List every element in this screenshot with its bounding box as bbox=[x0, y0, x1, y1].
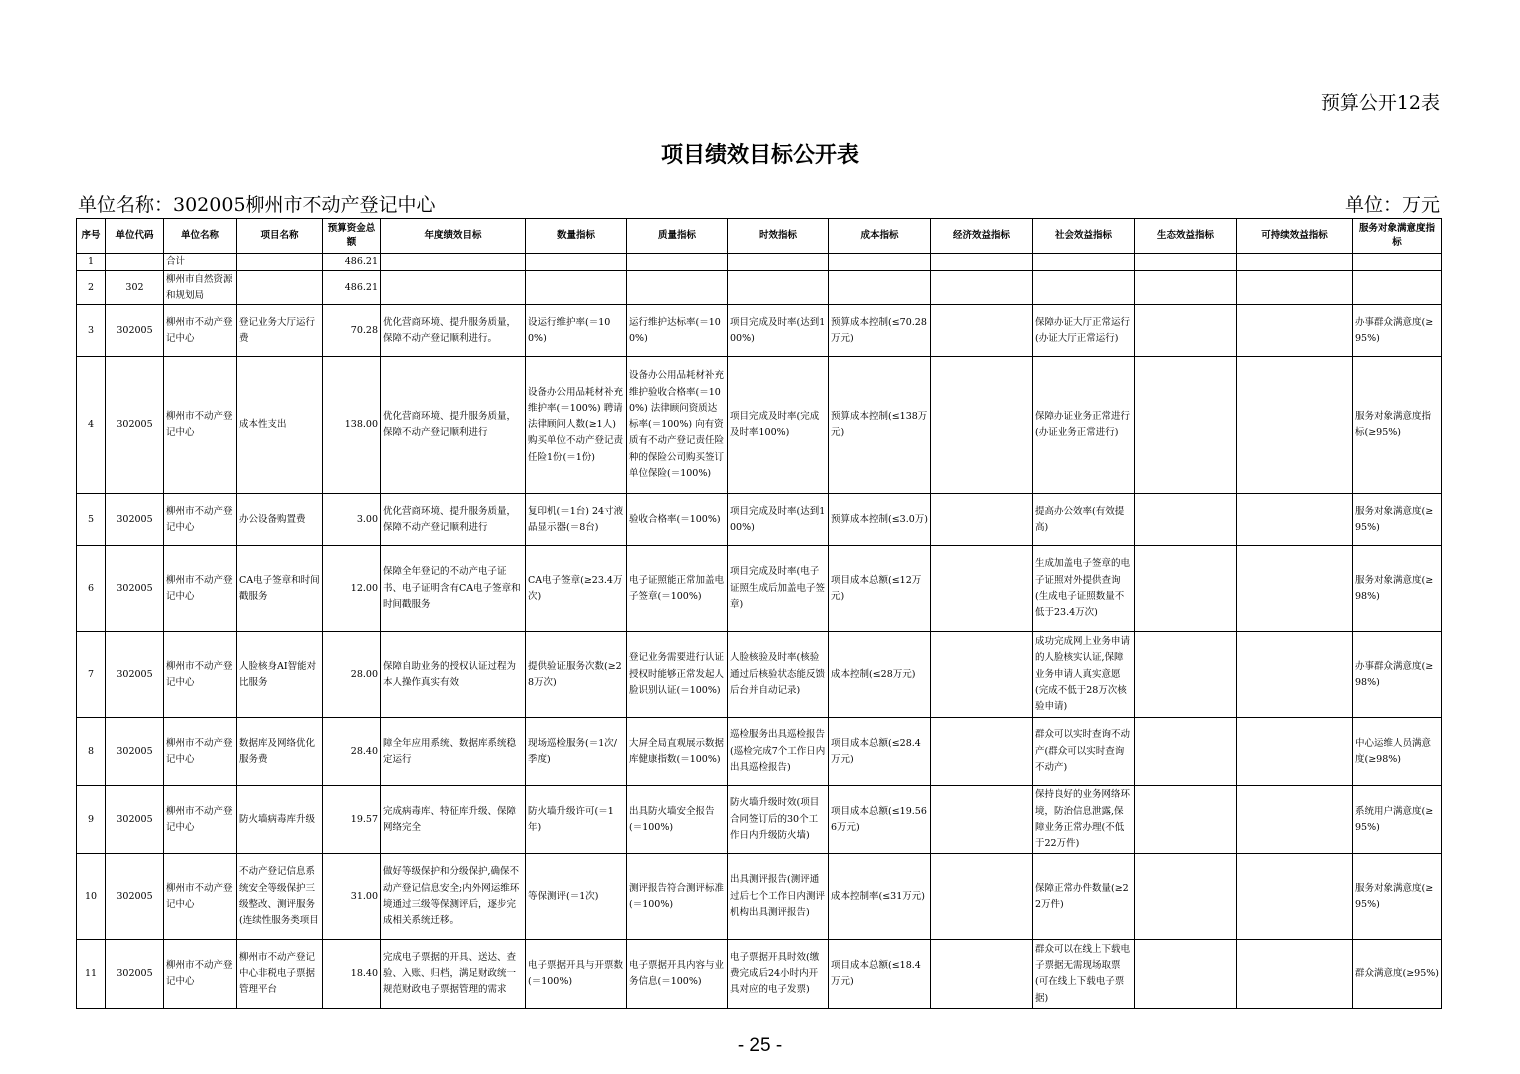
table-cell: 障全年应用系统、数据库系统稳定运行 bbox=[381, 718, 526, 786]
table-cell: 302005 bbox=[106, 940, 164, 1009]
table-cell: 数据库及网络优化服务费 bbox=[237, 718, 323, 786]
table-cell: 生成加盖电子签章的电子证照对外提供查询(生成电子证照数量不低于23.4万次) bbox=[1033, 546, 1135, 632]
table-cell bbox=[1237, 254, 1353, 271]
table-cell: 12.00 bbox=[323, 546, 381, 632]
page-number: - 25 - bbox=[737, 1035, 783, 1056]
table-cell: 302005 bbox=[106, 854, 164, 940]
table-cell bbox=[627, 271, 728, 305]
table-cell: 成功完成网上业务申请的人脸核实认证,保障业务申请人真实意愿(完成不低于28万次核验申请) bbox=[1033, 632, 1135, 718]
table-cell bbox=[381, 254, 526, 271]
table-cell: 预算成本控制(≤70.28万元) bbox=[829, 305, 931, 357]
table-cell bbox=[1135, 254, 1237, 271]
table-cell: 成本控制率(≤31万元) bbox=[829, 854, 931, 940]
table-row bbox=[77, 254, 1442, 271]
table-cell: 486.21 bbox=[323, 254, 381, 271]
unit-name: 单位名称：302005柳州市不动产登记中心 bbox=[78, 194, 436, 216]
table-cell bbox=[931, 940, 1033, 1009]
table-cell: 保障办证大厅正常运行(办证大厅正常运行) bbox=[1033, 305, 1135, 357]
table-cell: 9 bbox=[77, 786, 106, 854]
table-cell: 302005 bbox=[106, 718, 164, 786]
table-cell: 302005 bbox=[106, 786, 164, 854]
table-cell: 项目成本总额(≤12万元) bbox=[829, 546, 931, 632]
col-header: 服务对象满意度指标 bbox=[1353, 219, 1442, 254]
table-cell: 防火墙病毒库升级 bbox=[237, 786, 323, 854]
table-cell bbox=[1135, 940, 1237, 1009]
table-cell: 18.40 bbox=[323, 940, 381, 1009]
table-cell: 1 bbox=[77, 254, 106, 271]
table-cell bbox=[381, 271, 526, 305]
table-cell: 302005 bbox=[106, 546, 164, 632]
table-cell: 电子票据开具内容与业务信息(＝100%) bbox=[627, 940, 728, 1009]
table-cell: 服务对象满意度指标(≥95%) bbox=[1353, 357, 1442, 494]
table-cell: 中心运维人员满意度(≥98%) bbox=[1353, 718, 1442, 786]
table-cell: 柳州市自然资源和规划局 bbox=[164, 271, 237, 305]
table-cell: 防火墙升级许可(＝1年) bbox=[526, 786, 627, 854]
table-cell: 等保测评(＝1次) bbox=[526, 854, 627, 940]
table-cell bbox=[931, 786, 1033, 854]
table-number: 预算公开12表 bbox=[1320, 92, 1440, 114]
table-cell: 群众可以实时查询不动产(群众可以实时查询不动产) bbox=[1033, 718, 1135, 786]
table-cell: CA电子签章和时间戳服务 bbox=[237, 546, 323, 632]
table-cell: 群众可以在线上下载电子票据无需现场取票(可在线上下载电子票据) bbox=[1033, 940, 1135, 1009]
table-cell: 3.00 bbox=[323, 494, 381, 546]
table-cell: 运行维护达标率(＝100%) bbox=[627, 305, 728, 357]
table-cell: 柳州市不动产登记中心 bbox=[164, 786, 237, 854]
table-cell: 柳州市不动产登记中心 bbox=[164, 494, 237, 546]
table-cell bbox=[1135, 546, 1237, 632]
table-cell: 现场巡检服务(＝1次/季度) bbox=[526, 718, 627, 786]
table-cell: 柳州市不动产登记中心 bbox=[164, 940, 237, 1009]
table-cell bbox=[1033, 271, 1135, 305]
table-cell bbox=[1237, 357, 1353, 494]
table-cell: 提供验证服务次数(≥28万次) bbox=[526, 632, 627, 718]
table-cell bbox=[931, 305, 1033, 357]
table-cell bbox=[1135, 271, 1237, 305]
table-cell bbox=[1353, 254, 1442, 271]
table-cell: 人脸核身AI智能对比服务 bbox=[237, 632, 323, 718]
table-cell bbox=[728, 271, 829, 305]
table-cell: 项目完成及时率(电子证照生成后加盖电子签章) bbox=[728, 546, 829, 632]
table-cell: 项目完成及时率(完成及时率100%) bbox=[728, 357, 829, 494]
table-cell bbox=[1135, 718, 1237, 786]
table-cell bbox=[931, 546, 1033, 632]
table-cell: 成本性支出 bbox=[237, 357, 323, 494]
table-cell: 31.00 bbox=[323, 854, 381, 940]
table-cell: 19.57 bbox=[323, 786, 381, 854]
table-cell: 项目成本总额(≤18.4万元) bbox=[829, 940, 931, 1009]
table-cell: 设运行维护率(＝100%) bbox=[526, 305, 627, 357]
table-cell: 5 bbox=[77, 494, 106, 546]
table-cell bbox=[1237, 271, 1353, 305]
col-header: 可持续效益指标 bbox=[1237, 219, 1353, 254]
table-cell: 保障正常办件数量(≥22万件) bbox=[1033, 854, 1135, 940]
table-cell: 柳州市不动产登记中心 bbox=[164, 546, 237, 632]
table-cell: 出具测评报告(测评通过后七个工作日内测评机构出具测评报告) bbox=[728, 854, 829, 940]
table-cell: 保障全年登记的不动产电子证书、电子证明含有CA电子签章和时间戳服务 bbox=[381, 546, 526, 632]
table-cell: 优化营商环境、提升服务质量，保障不动产登记顺利进行 bbox=[381, 357, 526, 494]
table-cell: 登记业务大厅运行费 bbox=[237, 305, 323, 357]
table-cell: 服务对象满意度(≥98%) bbox=[1353, 546, 1442, 632]
table-cell bbox=[526, 271, 627, 305]
table-cell: 项目完成及时率(达到100%) bbox=[728, 494, 829, 546]
col-header: 社会效益指标 bbox=[1033, 219, 1135, 254]
table-cell bbox=[1135, 357, 1237, 494]
table-row bbox=[77, 786, 1442, 854]
table-cell: 7 bbox=[77, 632, 106, 718]
table-cell: 登记业务需要进行认证授权时能够正常发起人脸识别认证(＝100%) bbox=[627, 632, 728, 718]
table-cell bbox=[1237, 854, 1353, 940]
table-cell bbox=[1135, 632, 1237, 718]
table-cell: 服务对象满意度(≥95%) bbox=[1353, 494, 1442, 546]
table-cell: 柳州市不动产登记中心 bbox=[164, 632, 237, 718]
table-row bbox=[77, 632, 1442, 718]
table-cell: 柳州市不动产登记中心 bbox=[164, 305, 237, 357]
table-cell: 11 bbox=[77, 940, 106, 1009]
col-header: 单位代码 bbox=[106, 219, 164, 254]
col-header: 质量指标 bbox=[627, 219, 728, 254]
table-cell: 提高办公效率(有效提高) bbox=[1033, 494, 1135, 546]
table-cell: 测评报告符合测评标准(＝100%) bbox=[627, 854, 728, 940]
table-cell bbox=[931, 854, 1033, 940]
table-cell: 办事群众满意度(≥98%) bbox=[1353, 632, 1442, 718]
col-header: 生态效益指标 bbox=[1135, 219, 1237, 254]
table-row bbox=[77, 854, 1442, 940]
table-row bbox=[77, 305, 1442, 357]
table-cell bbox=[1237, 494, 1353, 546]
col-header: 年度绩效目标 bbox=[381, 219, 526, 254]
table-cell: 6 bbox=[77, 546, 106, 632]
table-cell: 486.21 bbox=[323, 271, 381, 305]
table-cell: 不动产登记信息系统安全等级保护三级整改、测评服务(连续性服务类项目 bbox=[237, 854, 323, 940]
table-cell bbox=[931, 357, 1033, 494]
document-title: 项目绩效目标公开表 bbox=[660, 143, 859, 168]
table-cell: 保障办证业务正常进行(办证业务正常进行) bbox=[1033, 357, 1135, 494]
table-cell: 302005 bbox=[106, 357, 164, 494]
table-cell: 优化营商环境、提升服务质量，保障不动产登记顺利进行。 bbox=[381, 305, 526, 357]
table-cell: 电子票据开具与开票数(＝100%) bbox=[526, 940, 627, 1009]
table-cell bbox=[931, 718, 1033, 786]
table-cell: 302005 bbox=[106, 305, 164, 357]
table-cell: 项目完成及时率(达到100%) bbox=[728, 305, 829, 357]
table-cell: 出具防火墙安全报告(＝100%) bbox=[627, 786, 728, 854]
table-cell: 项目成本总额(≤19.566万元) bbox=[829, 786, 931, 854]
table-cell: 成本控制(≤28万元) bbox=[829, 632, 931, 718]
table-cell: 302005 bbox=[106, 632, 164, 718]
table-cell: 大屏全局直观展示数据库健康指数(＝100%) bbox=[627, 718, 728, 786]
table-cell: 防火墙升级时效(项目合同签订后的30个工作日内升级防火墙) bbox=[728, 786, 829, 854]
table-cell: CA电子签章(≥23.4万次) bbox=[526, 546, 627, 632]
table-cell: 办公设备购置费 bbox=[237, 494, 323, 546]
table-cell bbox=[829, 271, 931, 305]
table-cell: 柳州市不动产登记中心非税电子票据管理平台 bbox=[237, 940, 323, 1009]
table-cell bbox=[526, 254, 627, 271]
table-cell: 柳州市不动产登记中心 bbox=[164, 854, 237, 940]
performance-table bbox=[76, 218, 1442, 1009]
table-cell: 28.40 bbox=[323, 718, 381, 786]
table-cell: 预算成本控制(≤3.0万) bbox=[829, 494, 931, 546]
table-cell: 设备办公用品耗材补充维护验收合格率(＝100%) 法律顾问资质达标率(＝100%) 向有资质有不动产登记责任险种的保险公司购买签订单位保险(＝100%) bbox=[627, 357, 728, 494]
table-cell: 预算成本控制(≤138万元) bbox=[829, 357, 931, 494]
table-cell: 28.00 bbox=[323, 632, 381, 718]
table-cell: 系统用户满意度(≥95%) bbox=[1353, 786, 1442, 854]
table-cell: 巡检服务出具巡检报告(巡检完成7个工作日内出具巡检报告) bbox=[728, 718, 829, 786]
table-cell: 办事群众满意度(≥95%) bbox=[1353, 305, 1442, 357]
table-cell bbox=[1135, 494, 1237, 546]
table-row bbox=[77, 546, 1442, 632]
table-cell: 302 bbox=[106, 271, 164, 305]
table-cell: 10 bbox=[77, 854, 106, 940]
table-cell: 完成电子票据的开具、送达、查验、入账、归档，满足财政统一规范财政电子票据管理的需求 bbox=[381, 940, 526, 1009]
table-cell bbox=[627, 254, 728, 271]
table-cell: 完成病毒库、特征库升级、保障网络完全 bbox=[381, 786, 526, 854]
table-cell: 服务对象满意度(≥95%) bbox=[1353, 854, 1442, 940]
table-cell: 验收合格率(＝100%) bbox=[627, 494, 728, 546]
table-cell bbox=[237, 271, 323, 305]
table-cell bbox=[1237, 940, 1353, 1009]
table-cell bbox=[1237, 305, 1353, 357]
table-cell: 合计 bbox=[164, 254, 237, 271]
col-header: 序号 bbox=[77, 219, 106, 254]
table-row bbox=[77, 357, 1442, 494]
col-header: 项目名称 bbox=[237, 219, 323, 254]
table-cell bbox=[1033, 254, 1135, 271]
col-header: 单位名称 bbox=[164, 219, 237, 254]
table-cell: 138.00 bbox=[323, 357, 381, 494]
table-cell: 做好等级保护和分级保护,确保不动产登记信息安全;内外网运维环境通过三级等保测评后，逐步完成相关系统迁移。 bbox=[381, 854, 526, 940]
table-cell: 保持良好的业务网络环境，防治信息泄露,保障业务正常办理(不低于22万件) bbox=[1033, 786, 1135, 854]
table-cell bbox=[1237, 546, 1353, 632]
col-header: 数量指标 bbox=[526, 219, 627, 254]
col-header: 预算资金总额 bbox=[323, 219, 381, 254]
table-cell bbox=[1237, 718, 1353, 786]
table-cell bbox=[1353, 271, 1442, 305]
table-cell: 70.28 bbox=[323, 305, 381, 357]
table-cell: 群众满意度(≥95%) bbox=[1353, 940, 1442, 1009]
table-cell: 8 bbox=[77, 718, 106, 786]
col-header: 时效指标 bbox=[728, 219, 829, 254]
table-row bbox=[77, 940, 1442, 1009]
table-row bbox=[77, 494, 1442, 546]
table-cell bbox=[106, 254, 164, 271]
table-cell: 4 bbox=[77, 357, 106, 494]
table-cell: 优化营商环境、提升服务质量，保障不动产登记顺利进行 bbox=[381, 494, 526, 546]
table-cell: 电子证照能正常加盖电子签章(＝100%) bbox=[627, 546, 728, 632]
table-cell: 保障自助业务的授权认证过程为本人操作真实有效 bbox=[381, 632, 526, 718]
table-cell bbox=[1135, 786, 1237, 854]
table-cell: 项目成本总额(≤28.4万元) bbox=[829, 718, 931, 786]
table-cell bbox=[1237, 786, 1353, 854]
table-cell: 设备办公用品耗材补充维护率(＝100%) 聘请法律顾问人数(≥1人) 购买单位不动产登记责任险1份(＝1份) bbox=[526, 357, 627, 494]
table-cell: 302005 bbox=[106, 494, 164, 546]
table-cell bbox=[931, 254, 1033, 271]
table-cell bbox=[931, 632, 1033, 718]
table-cell: 柳州市不动产登记中心 bbox=[164, 718, 237, 786]
table-header-row bbox=[77, 219, 1442, 254]
table-cell bbox=[829, 254, 931, 271]
table-cell: 人脸核验及时率(核验通过后核验状态能反馈后台并自动记录) bbox=[728, 632, 829, 718]
table-cell bbox=[1135, 854, 1237, 940]
table-cell: 柳州市不动产登记中心 bbox=[164, 357, 237, 494]
col-header: 经济效益指标 bbox=[931, 219, 1033, 254]
currency-unit: 单位：万元 bbox=[1344, 194, 1440, 216]
table-cell bbox=[237, 254, 323, 271]
table-cell bbox=[1237, 632, 1353, 718]
table-cell: 复印机(＝1台) 24寸液晶显示器(＝8台) bbox=[526, 494, 627, 546]
table-cell bbox=[931, 271, 1033, 305]
table-cell: 电子票据开具时效(缴费完成后24小时内开具对应的电子发票) bbox=[728, 940, 829, 1009]
col-header: 成本指标 bbox=[829, 219, 931, 254]
table-cell bbox=[728, 254, 829, 271]
table-row bbox=[77, 718, 1442, 786]
table-cell: 3 bbox=[77, 305, 106, 357]
table-cell bbox=[1135, 305, 1237, 357]
table-cell bbox=[931, 494, 1033, 546]
table-cell: 2 bbox=[77, 271, 106, 305]
table-row bbox=[77, 271, 1442, 305]
